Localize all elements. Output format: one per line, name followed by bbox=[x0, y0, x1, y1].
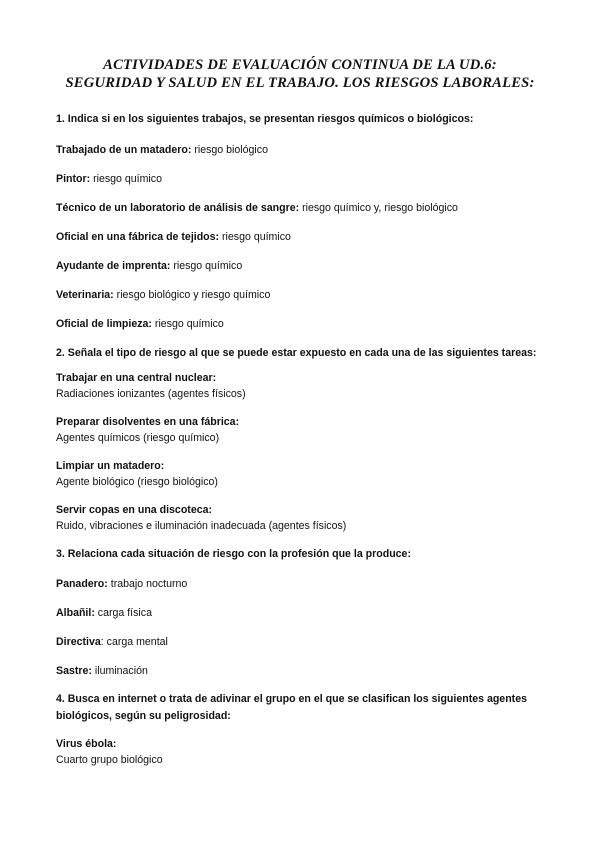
page-title bbox=[56, 0, 544, 92]
q1-item bbox=[56, 259, 544, 274]
title-line-2: SEGURIDAD Y SALUD EN EL TRABAJO. LOS RIESGOS LABORALES: bbox=[65, 75, 535, 91]
q2-item-label: Preparar disolventes en una fábrica: bbox=[56, 416, 240, 428]
q1-item-answer: riesgo químico bbox=[151, 318, 224, 330]
q1-item-label: Técnico de un laboratorio de análisis de sangre: bbox=[56, 202, 300, 214]
q1-item-answer: riesgo químico bbox=[90, 173, 162, 185]
q2-item-answer: Ruido, vibraciones e iluminación inadecuada (agentes físicos) bbox=[56, 519, 347, 532]
question-1: 1. Indica si en los siguientes trabajos, se presentan riesgos químicos o biológicos: bbox=[56, 113, 474, 125]
q1-item bbox=[56, 201, 544, 216]
q1-item-label: Ayudante de imprenta: bbox=[56, 260, 171, 272]
q1-item bbox=[56, 172, 544, 187]
q3-item bbox=[56, 635, 544, 650]
q1-item-label: Veterinaria: bbox=[56, 289, 114, 301]
q1-item-label: Oficial en una fábrica de tejidos: bbox=[56, 231, 220, 243]
q2-item-label: Limpiar un matadero: bbox=[56, 460, 165, 472]
q1-item-label: Oficial de limpieza: bbox=[56, 318, 152, 330]
q4-item bbox=[56, 737, 544, 768]
title-line-1: ACTIVIDADES DE EVALUACIÓN CONTINUA DE LA UD.6: bbox=[103, 57, 497, 73]
q1-item-label: Trabajado de un matadero: bbox=[56, 144, 192, 156]
q1-item-answer: riesgo químico bbox=[219, 231, 291, 243]
q1-item bbox=[56, 230, 544, 245]
q2-item bbox=[56, 371, 544, 402]
q1-item-label: Pintor: bbox=[56, 173, 91, 185]
q1-item-answer: riesgo biológico y riesgo químico bbox=[113, 289, 271, 301]
q3-item-answer: iluminación bbox=[91, 665, 148, 677]
q2-item bbox=[56, 503, 544, 534]
q3-item bbox=[56, 606, 544, 621]
q4-item-answer: Cuarto grupo biológico bbox=[56, 753, 163, 766]
q2-item bbox=[56, 459, 544, 490]
q1-item bbox=[56, 317, 544, 332]
q3-item bbox=[56, 664, 544, 679]
question-4: 4. Busca en internet o trata de adivinar el grupo en el que se clasifican los siguientes agentes biológicos, según su peligrosidad: bbox=[56, 693, 527, 722]
q3-item-label: Sastre: bbox=[56, 665, 92, 677]
q3-item-answer: carga física bbox=[94, 607, 152, 619]
question-3: 3. Relaciona cada situación de riesgo con la profesión que la produce: bbox=[56, 548, 411, 560]
q3-item-label: Albañil: bbox=[56, 607, 95, 619]
q2-item-answer: Agente biológico (riesgo biológico) bbox=[56, 475, 218, 488]
q2-item-answer: Radiaciones ionizantes (agentes físicos) bbox=[56, 387, 246, 400]
q3-item bbox=[56, 577, 544, 592]
q1-item-answer: riesgo químico y, riesgo biológico bbox=[299, 202, 458, 214]
q1-item-answer: riesgo químico bbox=[170, 260, 243, 272]
question-2: 2. Señala el tipo de riesgo al que se puede estar expuesto en cada una de las siguientes tareas: bbox=[56, 347, 537, 359]
q3-item-label: Directiva bbox=[56, 636, 101, 648]
q2-item bbox=[56, 415, 544, 446]
q3-item-answer: : carga mental bbox=[100, 636, 168, 648]
q2-item-label: Servir copas en una discoteca: bbox=[56, 504, 213, 516]
q3-item-answer: trabajo nocturno bbox=[107, 578, 188, 590]
q2-item-label: Trabajar en una central nuclear: bbox=[56, 372, 217, 384]
q1-item bbox=[56, 143, 544, 158]
q1-item-answer: riesgo biológico bbox=[191, 144, 268, 156]
q2-item-answer: Agentes químicos (riesgo químico) bbox=[56, 431, 220, 444]
q4-item-label: Virus ébola: bbox=[56, 738, 117, 750]
q1-item bbox=[56, 288, 544, 303]
q3-item-label: Panadero: bbox=[56, 578, 108, 590]
